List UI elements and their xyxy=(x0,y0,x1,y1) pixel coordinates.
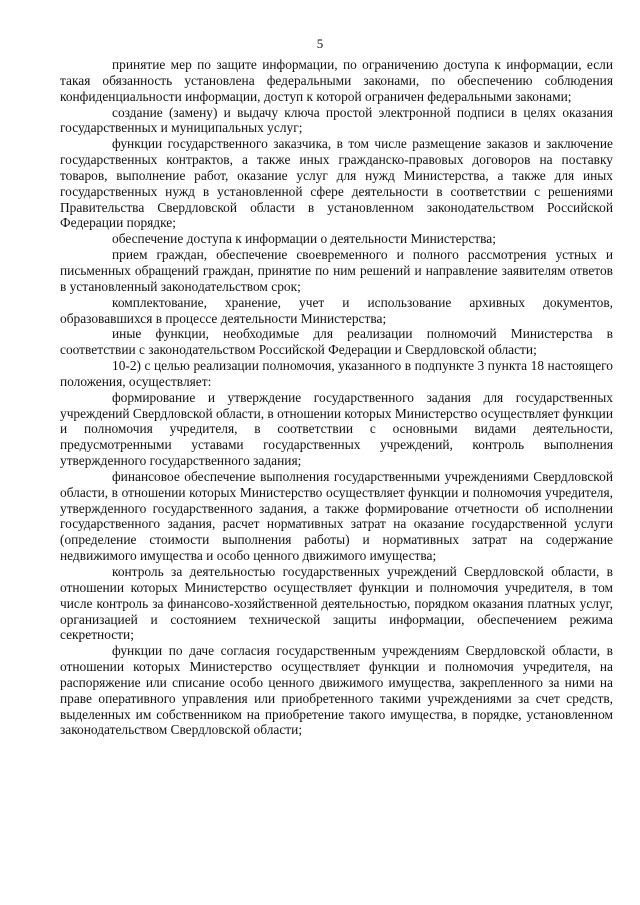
paragraph-10: финансовое обеспечение выполнения государственными учреждениями Свердловской области, в отношении которых Министерство осуществляет функции и полномочия учредителя, утвержденного государственного задания, а также формирование отчетности об исполнении государственного задания, расчет нормативных затрат на оказание государственной услуги (определение стоимости выполнения работы) и нормативных затрат на содержание недвижимого имущества и особо ценного движимого имущества; xyxy=(60,468,613,564)
paragraph-1: принятие мер по защите информации, по ограничению доступа к информации, если такая обязанность установлена федеральными законами, по обеспечению соблюдения конфиденциальности информации, доступ к которой ограничен федеральными законами; xyxy=(60,57,613,104)
document-body xyxy=(60,57,613,738)
page-number: 5 xyxy=(316,36,324,51)
paragraph-4: обеспечение доступа к информации о деятельности Министерства; xyxy=(112,231,496,247)
paragraph-12: функции по даче согласия государственным учреждениям Свердловской области, в отношении которых Министерство осуществляет функции и полномочия учредителя, на распоряжение или списание особо ценного движимого имущества, закрепленного за ними на праве оперативного управления или приобретенного такими учреждениями за счет средств, выделенных им собственником на приобретение такого имущества, в порядке, установленном законодательством Свердловской области; xyxy=(60,643,613,738)
paragraph-5: прием граждан, обеспечение своевременного и полного рассмотрения устных и письменных обращений граждан, принятие по ним решений и направление заявителям ответов в установленный законодательством срок; xyxy=(60,247,613,294)
paragraph-2: создание (замену) и выдачу ключа простой электронной подписи в целях оказания государственных и муниципальных услуг; xyxy=(60,104,613,136)
paragraph-7: иные функции, необходимые для реализации полномочий Министерства в соответствии с законодательством Российской Федерации и Свердловской области; xyxy=(60,326,613,358)
paragraph-3: функции государственного заказчика, в том числе размещение заказов и заключение государственных контрактов, а также иных гражданско-правовых договоров на поставку товаров, выполнение работ, оказание услуг для нужд Министерства, а также для иных государственных нужд в установленной сфере деятельности в соответствии с решениями Правительства Свердловской области в установленном законодательством Российской Федерации порядке; xyxy=(60,136,613,231)
paragraph-6: комплектование, хранение, учет и использование архивных документов, образовавшихся в процессе деятельности Министерства; xyxy=(60,294,613,326)
paragraph-9: формирование и утверждение государственного задания для государственных учреждений Свердловской области, в отношении которых Министерство осуществляет функции и полномочия учредителя, в соответствии с основными видами деятельности, предусмотренными уставами государственных учреждений, контроль выполнения утвержденного государственного задания; xyxy=(60,389,614,469)
paragraph-8-subclause: 10-2) с целью реализации полномочия, указанного в подпункте 3 пункта 18 настоящего положения, осуществляет: xyxy=(60,358,613,389)
paragraph-11: контроль за деятельностью государственных учреждений Свердловской области, в отношении которых Министерство осуществляет функции и полномочия учредителя, в том числе контроль за финансово-хозяйственной деятельностью, порядком оказания платных услуг, организацией и состоянием технической защиты информации, обеспечением режима секретности; xyxy=(60,564,613,643)
